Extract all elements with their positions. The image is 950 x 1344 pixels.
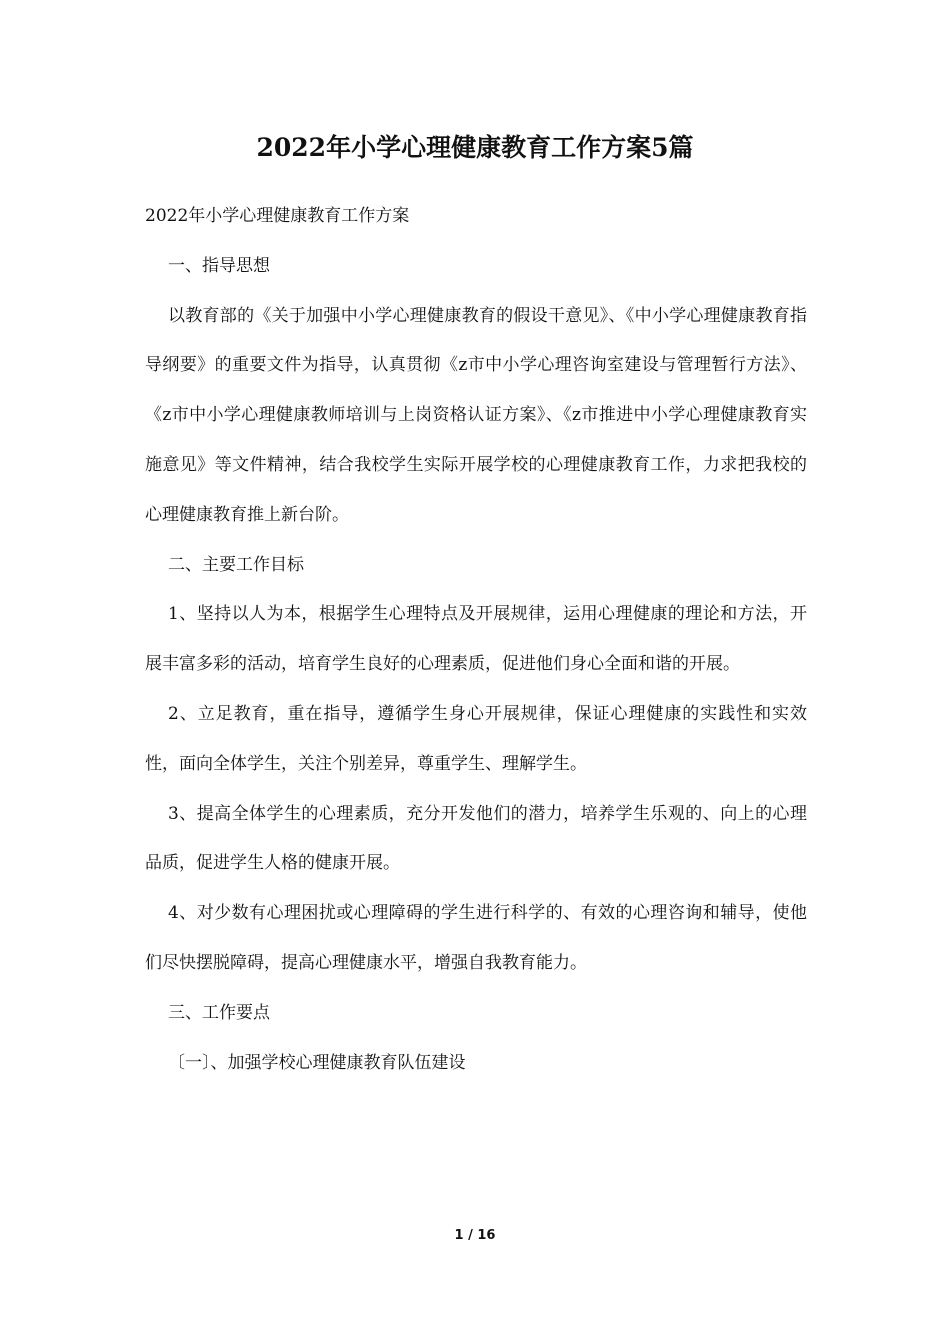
section-heading-guiding-ideology: 一、指导思想 — [168, 255, 270, 276]
body-paragraph: 4、对少数有心理困扰或心理障碍的学生进行科学的、有效的心理咨询和辅导，使他们尽快摆脱障碍，提高心理健康水平，增强自我教育能力。 — [145, 903, 807, 973]
section-heading-work-points: 三、工作要点 — [168, 1002, 270, 1023]
body-paragraph: 1、坚持以人为本，根据学生心理特点及开展规律，运用心理健康的理论和方法，开展丰富多彩的活动，培育学生良好的心理素质，促进他们身心全面和谐的开展。 — [145, 604, 807, 675]
body-paragraph: 以教育部的《关于加强中小学心理健康教育的假设干意见》、《中小学心理健康教育指导纲要》的重要文件为指导，认真贯彻《z市中小学心理咨询室建设与管理暂行方法》、《z市中小学心理健康教师培训与上岗资格认证方案》、《z市推进中小学心理健康教育实施意见》等文件精神，结合我校学生实际开展学校的心理健康教育工作，力求把我校的心理健康教育推上新台阶。 — [145, 305, 807, 525]
section-heading-main-goals: 二、主要工作目标 — [168, 554, 304, 575]
subsection-heading: 〔一〕、加强学校心理健康教育队伍建设 — [168, 1052, 466, 1073]
body-paragraph: 2、立足教育，重在指导，遵循学生身心开展规律，保证心理健康的实践性和实效性，面向全体学生，关注个别差异，尊重学生、理解学生。 — [145, 703, 807, 774]
body-paragraph: 3、提高全体学生的心理素质，充分开发他们的潜力，培养学生乐观的、向上的心理品质，促进学生人格的健康开展。 — [145, 803, 807, 874]
subtitle-paragraph: 2022年小学心理健康教育工作方案 — [145, 206, 410, 226]
document-body — [145, 192, 807, 1088]
page-number: 1 / 16 — [454, 1228, 496, 1243]
document-title: 2022年小学心理健康教育工作方案5篇 — [256, 133, 694, 162]
